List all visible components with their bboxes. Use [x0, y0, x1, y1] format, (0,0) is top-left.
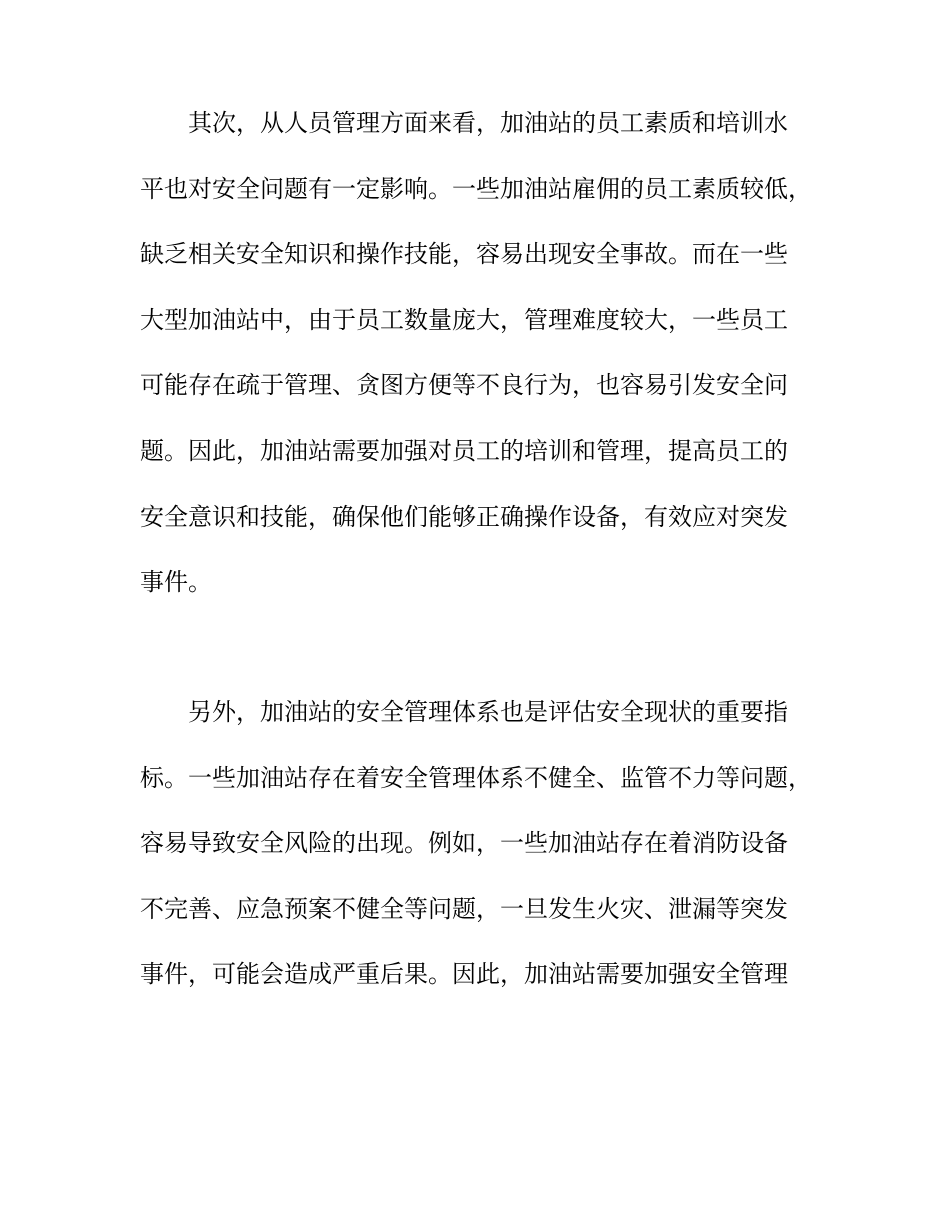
- text-line: 大型加油站中，由于员工数量庞大，管理难度较大，一些员工: [140, 305, 788, 334]
- paragraph-safety-system: [140, 680, 840, 1008]
- text-line: 缺乏相关安全知识和操作技能，容易出现安全事故。而在一些: [140, 240, 788, 269]
- text-line: 标。一些加油站存在着安全管理体系不健全、监管不力等问题，: [140, 763, 812, 792]
- text-line: 平也对安全问题有一定影响。一些加油站雇佣的员工素质较低，: [140, 174, 812, 203]
- text-line: 不完善、应急预案不健全等问题，一旦发生火灾、泄漏等突发: [140, 894, 788, 923]
- text-line: 另外，加油站的安全管理体系也是评估安全现状的重要指: [188, 698, 788, 726]
- text-line: 容易导致安全风险的出现。例如，一些加油站存在着消防设备: [140, 829, 788, 858]
- text-line: 事件，可能会造成严重后果。因此，加油站需要加强安全管理: [140, 960, 788, 989]
- text-line: 可能存在疏于管理、贪图方便等不良行为，也容易引发安全问: [140, 371, 788, 400]
- paragraph-staff-management: [140, 91, 840, 616]
- text-line: 其次，从人员管理方面来看，加油站的员工素质和培训水: [188, 109, 788, 137]
- text-line: 事件。: [140, 568, 212, 597]
- text-line: 安全意识和技能，确保他们能够正确操作设备，有效应对突发: [140, 502, 788, 531]
- text-line: 题。因此，加油站需要加强对员工的培训和管理，提高员工的: [140, 436, 788, 465]
